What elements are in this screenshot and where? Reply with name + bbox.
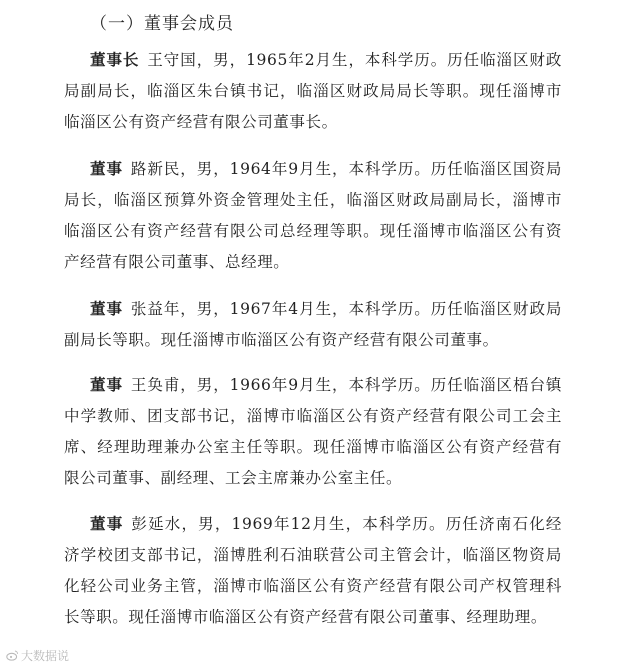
member-bio: 王守国，男，1965年2月生，本科学历。历任临淄区财政局副局长，临淄区朱台镇书记，临淄区财政局局长等职。现任淄博市临淄区公有资产经营有限公司董事长。	[64, 51, 562, 131]
member-role: 董事	[90, 375, 123, 394]
member-paragraph-director	[64, 293, 562, 356]
member-role: 董事	[90, 159, 123, 178]
section-heading: （一）董事会成员	[90, 14, 234, 34]
member-bio: 路新民，男，1964年9月生，本科学历。历任临淄区国资局局长，临淄区预算外资金管理处主任，临淄区财政局副局长，淄博市临淄区公有资产经营有限公司总经理等职。现任淄博市临淄区公有资产经营有限公司董事、总经理。	[64, 160, 563, 271]
member-bio: 彭延水，男，1969年12月生，本科学历。历任济南石化经济学校团支部书记，淄博胜利石油联营公司主管会计，临淄区物资局化轻公司业务主管，淄博市临淄区公有资产经营有限公司产权管理科长等职。现任淄博市临淄区公有资产经营有限公司董事、经理助理。	[64, 515, 562, 626]
weibo-icon	[6, 649, 19, 662]
member-role: 董事长	[90, 50, 140, 69]
member-bio: 张益年，男，1967年4月生，本科学历。历任临淄区财政局副局长等职。现任淄博市临淄区公有资产经营有限公司董事。	[64, 300, 563, 349]
member-bio: 王奂甫，男，1966年9月生，本科学历。历任临淄区梧台镇中学教师、团支部书记，淄博市临淄区公有资产经营有限公司工会主席、经理助理兼办公室主任等职。现任淄博市临淄区公有资产经营有限公司董事、副经理、工会主席兼办公室主任。	[64, 376, 563, 487]
member-role: 董事	[90, 299, 123, 318]
watermark	[6, 647, 69, 664]
member-role: 董事	[90, 514, 124, 533]
member-paragraph-director	[64, 153, 562, 278]
member-paragraph-director	[64, 508, 562, 633]
watermark-text: 大数据说	[21, 649, 70, 663]
member-paragraph-director	[64, 369, 562, 494]
member-paragraph-chairman	[64, 44, 562, 138]
